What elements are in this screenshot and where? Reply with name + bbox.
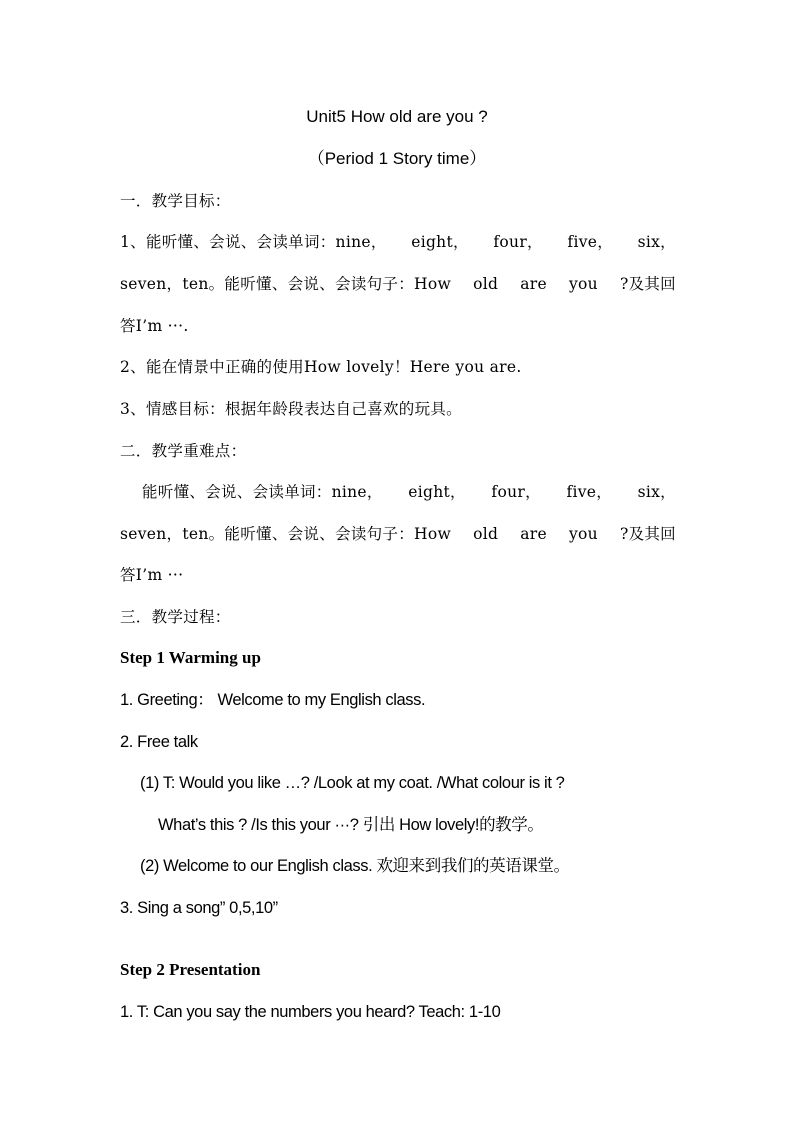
step-1-item-3: 3. Sing a song” 0,5,10” xyxy=(120,899,278,917)
objectives-heading: 一．教学目标： xyxy=(120,192,231,210)
objective-1-line-3: 答I’m ···. xyxy=(120,317,189,335)
document-subtitle: （Period 1 Story time） xyxy=(307,149,487,168)
objective-1-line-2: seven，ten。能听懂、会说、会读句子：How old are you ?及其回 xyxy=(120,275,676,293)
objective-2: 2、能在情景中正确的使用How lovely！Here you are. xyxy=(120,358,522,376)
document-title: Unit5 How old are you ? xyxy=(306,107,488,126)
step-1-item-2-1-continued: What’s this ? /Is this your ···? 引出 How lovely!的教学。 xyxy=(158,816,544,834)
step-2-heading: Step 2 Presentation xyxy=(120,960,261,979)
objective-1-line-1: 1、能听懂、会说、会读单词：nine， eight， four， five， six， xyxy=(120,233,676,251)
key-points-line-3: 答I’m ··· xyxy=(120,566,184,584)
step-1-item-2: 2. Free talk xyxy=(120,733,198,751)
key-points-line-2: seven，ten。能听懂、会说、会读句子：How old are you ?及其回 xyxy=(120,525,676,543)
step-2-item-1: 1. T: Can you say the numbers you heard? Teach: 1-10 xyxy=(120,1003,501,1021)
step-1-heading: Step 1 Warming up xyxy=(120,648,261,667)
step-1-item-2-2: (2) Welcome to our English class. 欢迎来到我们的英语课堂。 xyxy=(140,857,570,875)
objective-3: 3、情感目标：根据年龄段表达自己喜欢的玩具。 xyxy=(120,400,462,418)
step-1-item-2-1: (1) T: Would you like …? /Look at my coat. /What colour is it ? xyxy=(140,774,565,792)
key-points-line-1: 能听懂、会说、会读单词：nine， eight， four， five， six， xyxy=(142,483,676,501)
step-1-item-1: 1. Greeting： Welcome to my English class. xyxy=(120,691,426,709)
key-points-heading: 二．教学重难点： xyxy=(120,442,247,460)
process-heading: 三．教学过程： xyxy=(120,608,231,626)
